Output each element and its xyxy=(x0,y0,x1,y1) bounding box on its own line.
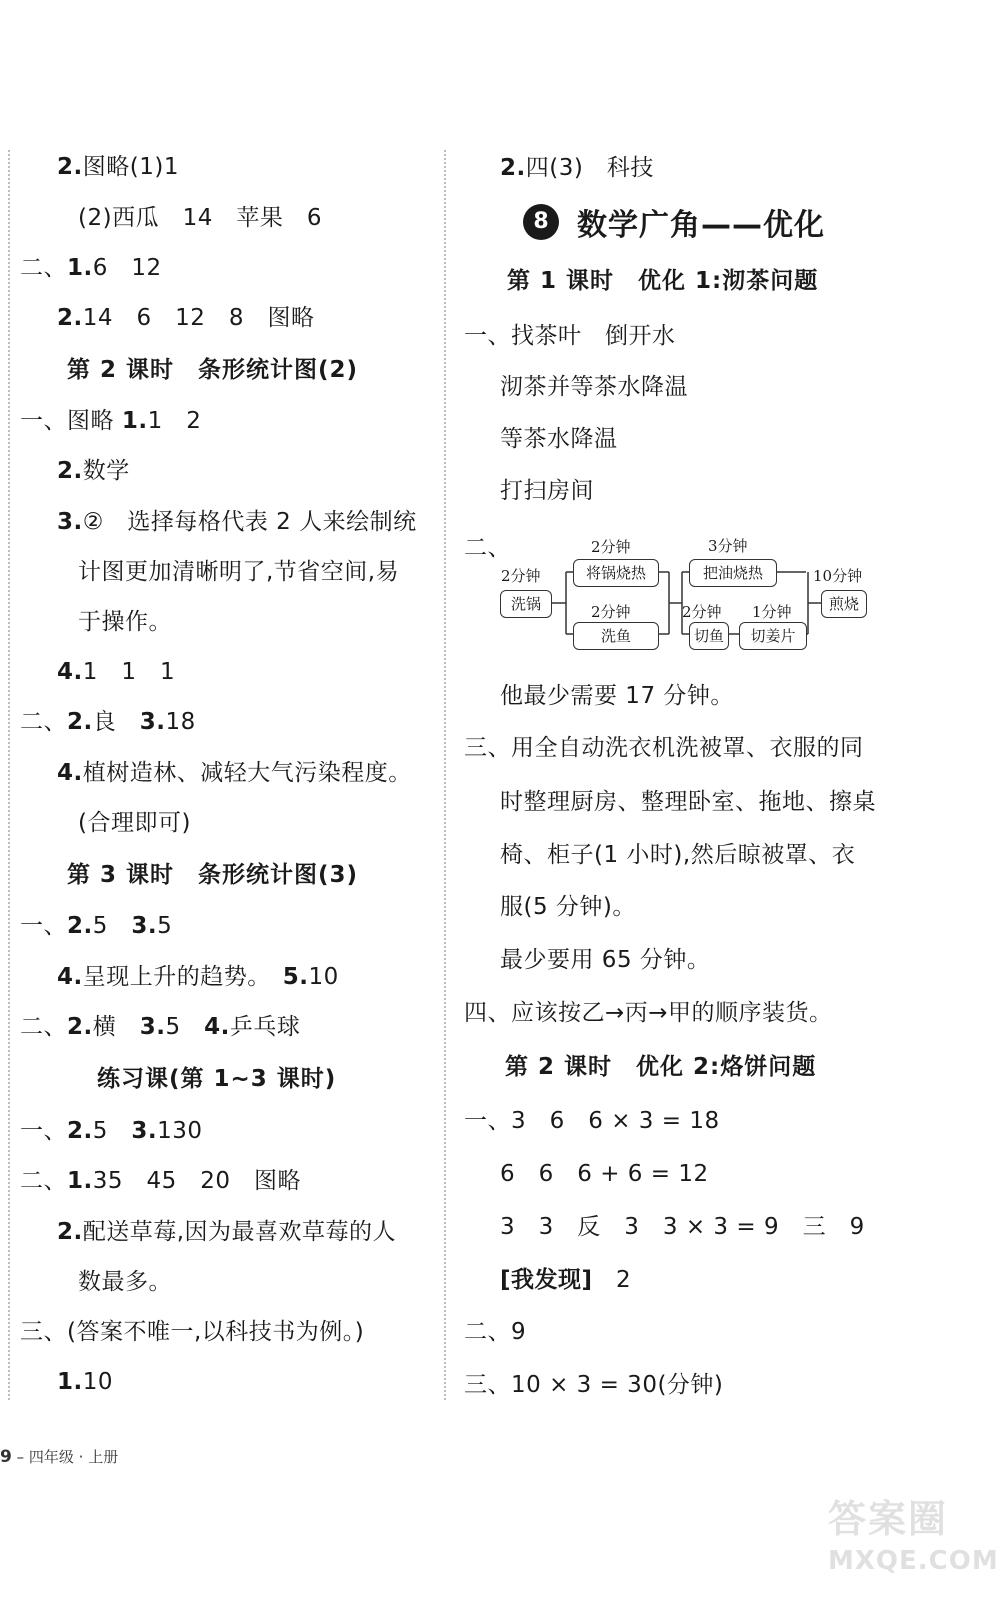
wash-fish-box: 洗鱼 xyxy=(573,622,659,650)
left-line-2: (2)西瓜 14 苹果 6 xyxy=(78,205,322,231)
right-line-17: [我发现] 2 xyxy=(500,1267,632,1293)
heat-pot-box: 将锅烧热 xyxy=(573,559,659,587)
left-line-22: 1.10 xyxy=(57,1369,114,1395)
cut-ginger-box: 切姜片 xyxy=(739,622,807,650)
watermark-text: 答案圈 xyxy=(828,1497,949,1541)
column-divider xyxy=(444,150,446,1400)
left-line-5: 一、图略 1.1 2 xyxy=(20,408,202,434)
watermark-logo xyxy=(828,1488,999,1588)
wash-pot-box: 洗锅 xyxy=(500,590,552,618)
page-footer xyxy=(0,1446,118,1467)
left-line-1: 2.图略(1)1 xyxy=(57,154,179,180)
left-line-14: 一、2.5 3.5 xyxy=(20,913,173,939)
left-line-15: 4.呈现上升的趋势。 5.10 xyxy=(57,964,339,990)
right-line-14: 一、3 6 6 × 3 = 18 xyxy=(464,1108,720,1134)
left-line-17: 一、2.5 3.130 xyxy=(20,1118,203,1144)
left-line-13: (合理即可) xyxy=(78,810,191,836)
right-line-15: 6 6 6 + 6 = 12 xyxy=(500,1161,709,1187)
left-line-11: 二、2.良 3.18 xyxy=(20,709,196,735)
chapter-number-badge: 8 xyxy=(523,204,559,240)
left-line-9: 于操作。 xyxy=(78,609,172,635)
section-heading-optimization-1: 第 1 课时 优化 1:沏茶问题 xyxy=(507,268,819,294)
footer-separator: – xyxy=(11,1448,29,1466)
section-heading-optimization-2: 第 2 课时 优化 2:烙饼问题 xyxy=(505,1054,817,1080)
cut-ginger-time: 1分钟 xyxy=(752,603,792,621)
heat-oil-box: 把油烧热 xyxy=(689,559,777,587)
cut-fish-time: 2分钟 xyxy=(682,603,722,621)
left-line-19: 2.配送草莓,因为最喜欢草莓的人 xyxy=(57,1219,397,1245)
right-line-8: 三、用全自动洗衣机洗被罩、衣服的同 xyxy=(464,735,864,761)
right-line-6-prefix: 二、 xyxy=(464,535,511,561)
right-line-5: 打扫房间 xyxy=(500,478,594,504)
left-line-4: 2.14 6 12 8 图略 xyxy=(57,305,315,331)
cooking-process-diagram xyxy=(501,537,898,675)
right-line-16: 3 3 反 3 3 × 3 = 9 三 9 xyxy=(500,1214,865,1240)
left-line-8: 计图更加清晰明了,节省空间,易 xyxy=(78,559,400,585)
right-line-9: 时整理厨房、整理卧室、拖地、擦桌 xyxy=(500,789,876,815)
section-heading-practice: 练习课(第 1~3 课时) xyxy=(97,1066,337,1092)
right-line-13: 四、应该按乙→丙→甲的顺序装货。 xyxy=(464,1000,833,1026)
heat-oil-time: 3分钟 xyxy=(708,537,748,555)
right-line-7: 他最少需要 17 分钟。 xyxy=(500,683,734,709)
right-line-2: 一、找茶叶 倒开水 xyxy=(464,323,676,349)
right-line-1: 2.四(3) 科技 xyxy=(500,155,654,181)
right-line-4: 等茶水降温 xyxy=(500,426,618,452)
left-margin-rule xyxy=(8,150,10,1400)
section-heading-lesson-3: 第 3 课时 条形统计图(3) xyxy=(67,862,359,888)
section-heading-lesson-2: 第 2 课时 条形统计图(2) xyxy=(67,357,359,383)
left-line-10: 4.1 1 1 xyxy=(57,659,176,685)
page-number: 9 xyxy=(0,1447,12,1467)
wash-fish-time: 2分钟 xyxy=(591,603,631,621)
wash-pot-time: 2分钟 xyxy=(501,567,541,585)
left-line-20: 数最多。 xyxy=(78,1269,172,1295)
right-line-12: 最少要用 65 分钟。 xyxy=(500,947,711,973)
right-line-19: 三、10 × 3 = 30(分钟) xyxy=(464,1372,724,1398)
cut-fish-box: 切鱼 xyxy=(689,622,729,650)
watermark-domain: MXQE.COM xyxy=(828,1546,999,1576)
left-line-7: 3.② 选择每格代表 2 人来绘制统 xyxy=(57,509,417,535)
grade-label: 四年级 · 上册 xyxy=(28,1448,119,1466)
chapter-title xyxy=(523,200,825,246)
left-line-18: 二、1.35 45 20 图略 xyxy=(20,1168,302,1194)
fry-box: 煎烧 xyxy=(821,590,867,618)
right-line-11: 服(5 分钟)。 xyxy=(500,894,636,920)
heat-pot-time: 2分钟 xyxy=(591,538,631,556)
right-line-18: 二、9 xyxy=(464,1319,527,1345)
left-line-3: 二、1.6 12 xyxy=(20,255,162,281)
left-line-16: 二、2.横 3.5 4.乒乓球 xyxy=(20,1014,301,1040)
right-line-3: 沏茶并等茶水降温 xyxy=(500,374,688,400)
chapter-title-text: 数学广角——优化 xyxy=(577,208,825,243)
left-line-21: 三、(答案不唯一,以科技书为例。) xyxy=(20,1319,365,1345)
fry-time: 10分钟 xyxy=(813,567,863,585)
left-line-12: 4.植树造林、减轻大气污染程度。 xyxy=(57,760,412,786)
left-line-6: 2.数学 xyxy=(57,458,130,484)
right-line-10: 椅、柜子(1 小时),然后晾被罩、衣 xyxy=(500,842,856,868)
